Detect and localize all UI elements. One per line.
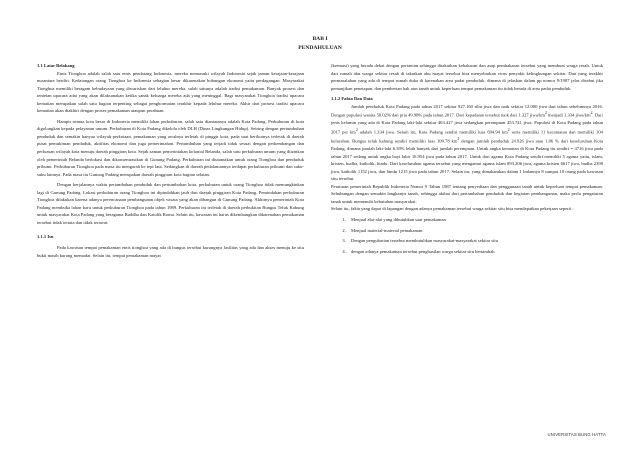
paragraph: Etnis Tionghoa adalah salah satu etnis pendatang Indonesia, mereka memasuki wilayah Indonesia sejak jaman kerajaan-kerajaan nusantara berdiri. Kedatangan orang Tionghoa ke Indonesia sebagian besar dikarenakan hubungan ekonomi yaitu perdagangan. Masyarakat Tionghoa memiliki beragam kebudayaan yang diwariskan dari leluhur mereka, salah satunya adalah tradisi pemakaman. Banyak prosesi dan tentetan upacara adat yang akan dilaksanakan ketika sanak keluarga mereka ada yang meninggal. Bagi masyarakat Tionghoa tradisi upacara kematian merupakan salah satu bagian terpenting sebagai penghormatan terakhir kepada leluhur mereka. Akhir dari prosesi tradisi upacara kematian akan diakhiri dengan proses pemakaman ataupun perabuan. bbox=[37, 70, 304, 114]
text-span: menjadi 1.334 jiwa/km bbox=[546, 112, 591, 118]
paragraph: Dengan berjalannya waktu pertambahan penduduk dan pertumbuhan kota, perkuburan untuk orang Tionghoa tidak memungkinkan lagi di Gunung Padang. Lokasi perkuburan orang Tionghoa ini dipindahkan jauh dari daerah pinggiran Kota Padang. Pemindahan perkuburan Tionghoa dilakukan karena adanya perencanaan pembangunan objek wisata yang akan dibangun di Gunung Padang. Akhirnya pemerintah Kota Padang membuka lahan baru untuk perkuburan Tionghoa pada tahun 1989. Perkuburan ini terletak di daerah perbukitan Bungus Teluk Kabung untuk masyarakat Kota Padang yang beragama Buddha dan Katolik Roma. Selain itu, kawasan ini harus dikembangkan dikarenakan pemakaman tersebut tidak tertata dan tidak terawat. bbox=[37, 182, 304, 225]
chapter-title: PENDAHULUAN bbox=[298, 45, 342, 51]
superscript: 2 bbox=[590, 111, 593, 116]
list-item: 1. Menjual alat-alat yang dibutuhkan saat pemakaman bbox=[347, 216, 603, 224]
superscript: 2 bbox=[457, 136, 460, 141]
paragraph: Pada kawasan tempat pemakaman etnis tionghoa yang ada di bungus tersebut kurangnya fasilitas yang ada dan akses menuju ke situ bukit masih kurang memadai. Selain itu, tempat pemakaman mayat bbox=[37, 245, 304, 258]
list-item: 3. Dengan pengubarian tersebut membutuhkan masyarakat-masyarakat sekitar situ bbox=[347, 237, 603, 245]
text-span: Jumlah penduduk Kota Padang pada tahun 2017 sekitar 927.160 ribu jiwa dan naik sekitar 12.000 jiwa dari tahun sebelumnya 2016. Dengan populasi wanita 50.02% dan pria 49.98% pada tahun 2017. Dari kepadatan tersebut naik dari 1.327 jiwa/km bbox=[331, 103, 603, 118]
paragraph: Peraturan pemerintah Republik Indonesia Nomor 9 Tahun 1987 tentang penyediaan dan penggunaan tanah untuk keperluan tempat pemakaman. Sehubungan dengan semakin langkanya tanah, sehingga akibat dari pertambahan penduduk dan kegiatan pembangunan, maka perlu pengaturan tanah untuk memenuhi kebutuhan masyarakat. bbox=[331, 183, 603, 204]
right-column bbox=[331, 62, 603, 259]
paragraph-population bbox=[331, 103, 603, 183]
footer-university-name: UNIVERSITAS BUNG HATTA bbox=[547, 432, 606, 437]
section-heading-latar-belakang: 1.1 Latar Belakang bbox=[37, 63, 75, 68]
text-span: . Dari jenis kelamin yang ada di Kota Padang laki-laki sekitar 463.427 jiwa sedangkan perempuan 453.741 jiwa. Populasi di Kota Padang pada tahun 2017 per km bbox=[331, 112, 603, 135]
list-item: 2. Menjual material-material pemakaman bbox=[347, 227, 603, 235]
text-span: adalah 1.334 jiwa. Selain itu, Kota Padang sendiri memiliki luas 694.94 km bbox=[357, 129, 508, 135]
text-span: serta memiliki 11 kecamatan dan memiliki 104 kelurahan. Bungus teluk kabung sendiri memiliki luas 100.78 km bbox=[331, 129, 603, 144]
section-heading-isu: 1.1.1 Isu bbox=[37, 234, 54, 240]
paragraph: Selain itu, fakta yang dapat di lapangan dengan adanya pemakaman tersebut warga sekitar situ bisa mendapatkan pekerjaan seperti : bbox=[331, 206, 574, 212]
superscript: 2 bbox=[507, 127, 510, 132]
section-heading-fakta-dan-data: 1.1.2 Fakta Dan Data bbox=[331, 96, 373, 102]
paragraph: (kremasi) yang berada dekat dengan pertanian sehingga ditakutkan kebakaran dan asap pembakaran tersebut yang membuat warga resah. Untuk dari rumah abu warga sekitar resah di takutkan abu mayat tersebut bisa menyebarkan virus penyakit kelingkungan sekitar. Dan yang terakhir permasalahan yang ada di tempat rumah duka di karenakan area padat penduduk, dimana di jelaskan dalam pp nomor 9/1987 jelas disebut jika pemanjikan penetapan, dan pemberian hak atas tanah untuk keperluan tempat pemakaman itu tidak berada di area padat penduduk. bbox=[331, 63, 603, 91]
paragraph: Hampir semua kota besar di Indonesia memiliki lahan perkuburan, salah satu diantaranya adalah Kota Padang. Perkuburan di kota digolongkan kepada pelayanan umum. Perkuburan di Kota Padang dikelola oleh DLH (Dinas Lingkungan Hidup). Seiring dengan pertumbuhan penduduk dan semakin banyaa wilayah perkotaan, pemakaman yang awalnya terletak di pinggir kota, pada saat berikutnya terletak di daerah pusat pemukiman penduduk, aktifitas ekonomi dan juga pemerintahan. Pertumbuhan yang terjadi tidak sesuai dengan perkembangan dan perluasan wilayah kota menuju daerah pinggiran kota. Sejak zaman pemerintahan kolonial Belanda, salah satu perkuburan umum yang diizinkan oleh pemerintah Belanda berlokasi dan dikonsentrasikan di Gunung Padang. Perkuburan ini diutamakan untuk orang Tionghoa dan penduduk pribumi. Perkuburan Tionghoa pada masa itu mengarah ke tepi laut. Sedangkan di daerah pedalamannya terdapat perkuburan pribumi dan suku-suku lainnya. Pada masa itu Gunung Padang merupakan daerah pinggiran kota bagian selatan. bbox=[37, 118, 304, 177]
superscript: 2 bbox=[544, 111, 547, 116]
left-column bbox=[37, 62, 304, 259]
job-list bbox=[331, 216, 603, 256]
superscript: 2 bbox=[355, 127, 358, 132]
text-span: dengan jumlah penduduk 24.926 jiwa atau 1,06 % dari keseluruhan Kota Padang, dimana jumlah laki-laki 6.39% lebih banyak dari jumlah perempuan. Untuk angka kematian di Kota Padang itu sendiri = 4716 jiwa pada tahun 2017 sedang untuk angka bayi lahir 16.954 jiwa pada tahun 2017. Untuk dari agama Kota Padang sendiri memiliki 5 agama yaitu, islam, kristen, budha, katholik, hindu. Dari keseluruhan agama tersebut yang mengamut agama islam 893.206 jiwa, agama kristen 6617 jiwa, budha 2390 jiwa, katholik 1152 jiwa, dan hindu 1215 jiwa pada tahun 2017. Selain itu, yang dimakamkan dalam 1 bulannya 8 sampai 10 orang pada kawasan situ tersebut. bbox=[331, 138, 603, 182]
list-item: 4. dengan adanya pemakaman tersebut penghasilan warga sekitar situ bertambah bbox=[347, 248, 603, 256]
chapter-number: BAB I bbox=[312, 36, 328, 42]
